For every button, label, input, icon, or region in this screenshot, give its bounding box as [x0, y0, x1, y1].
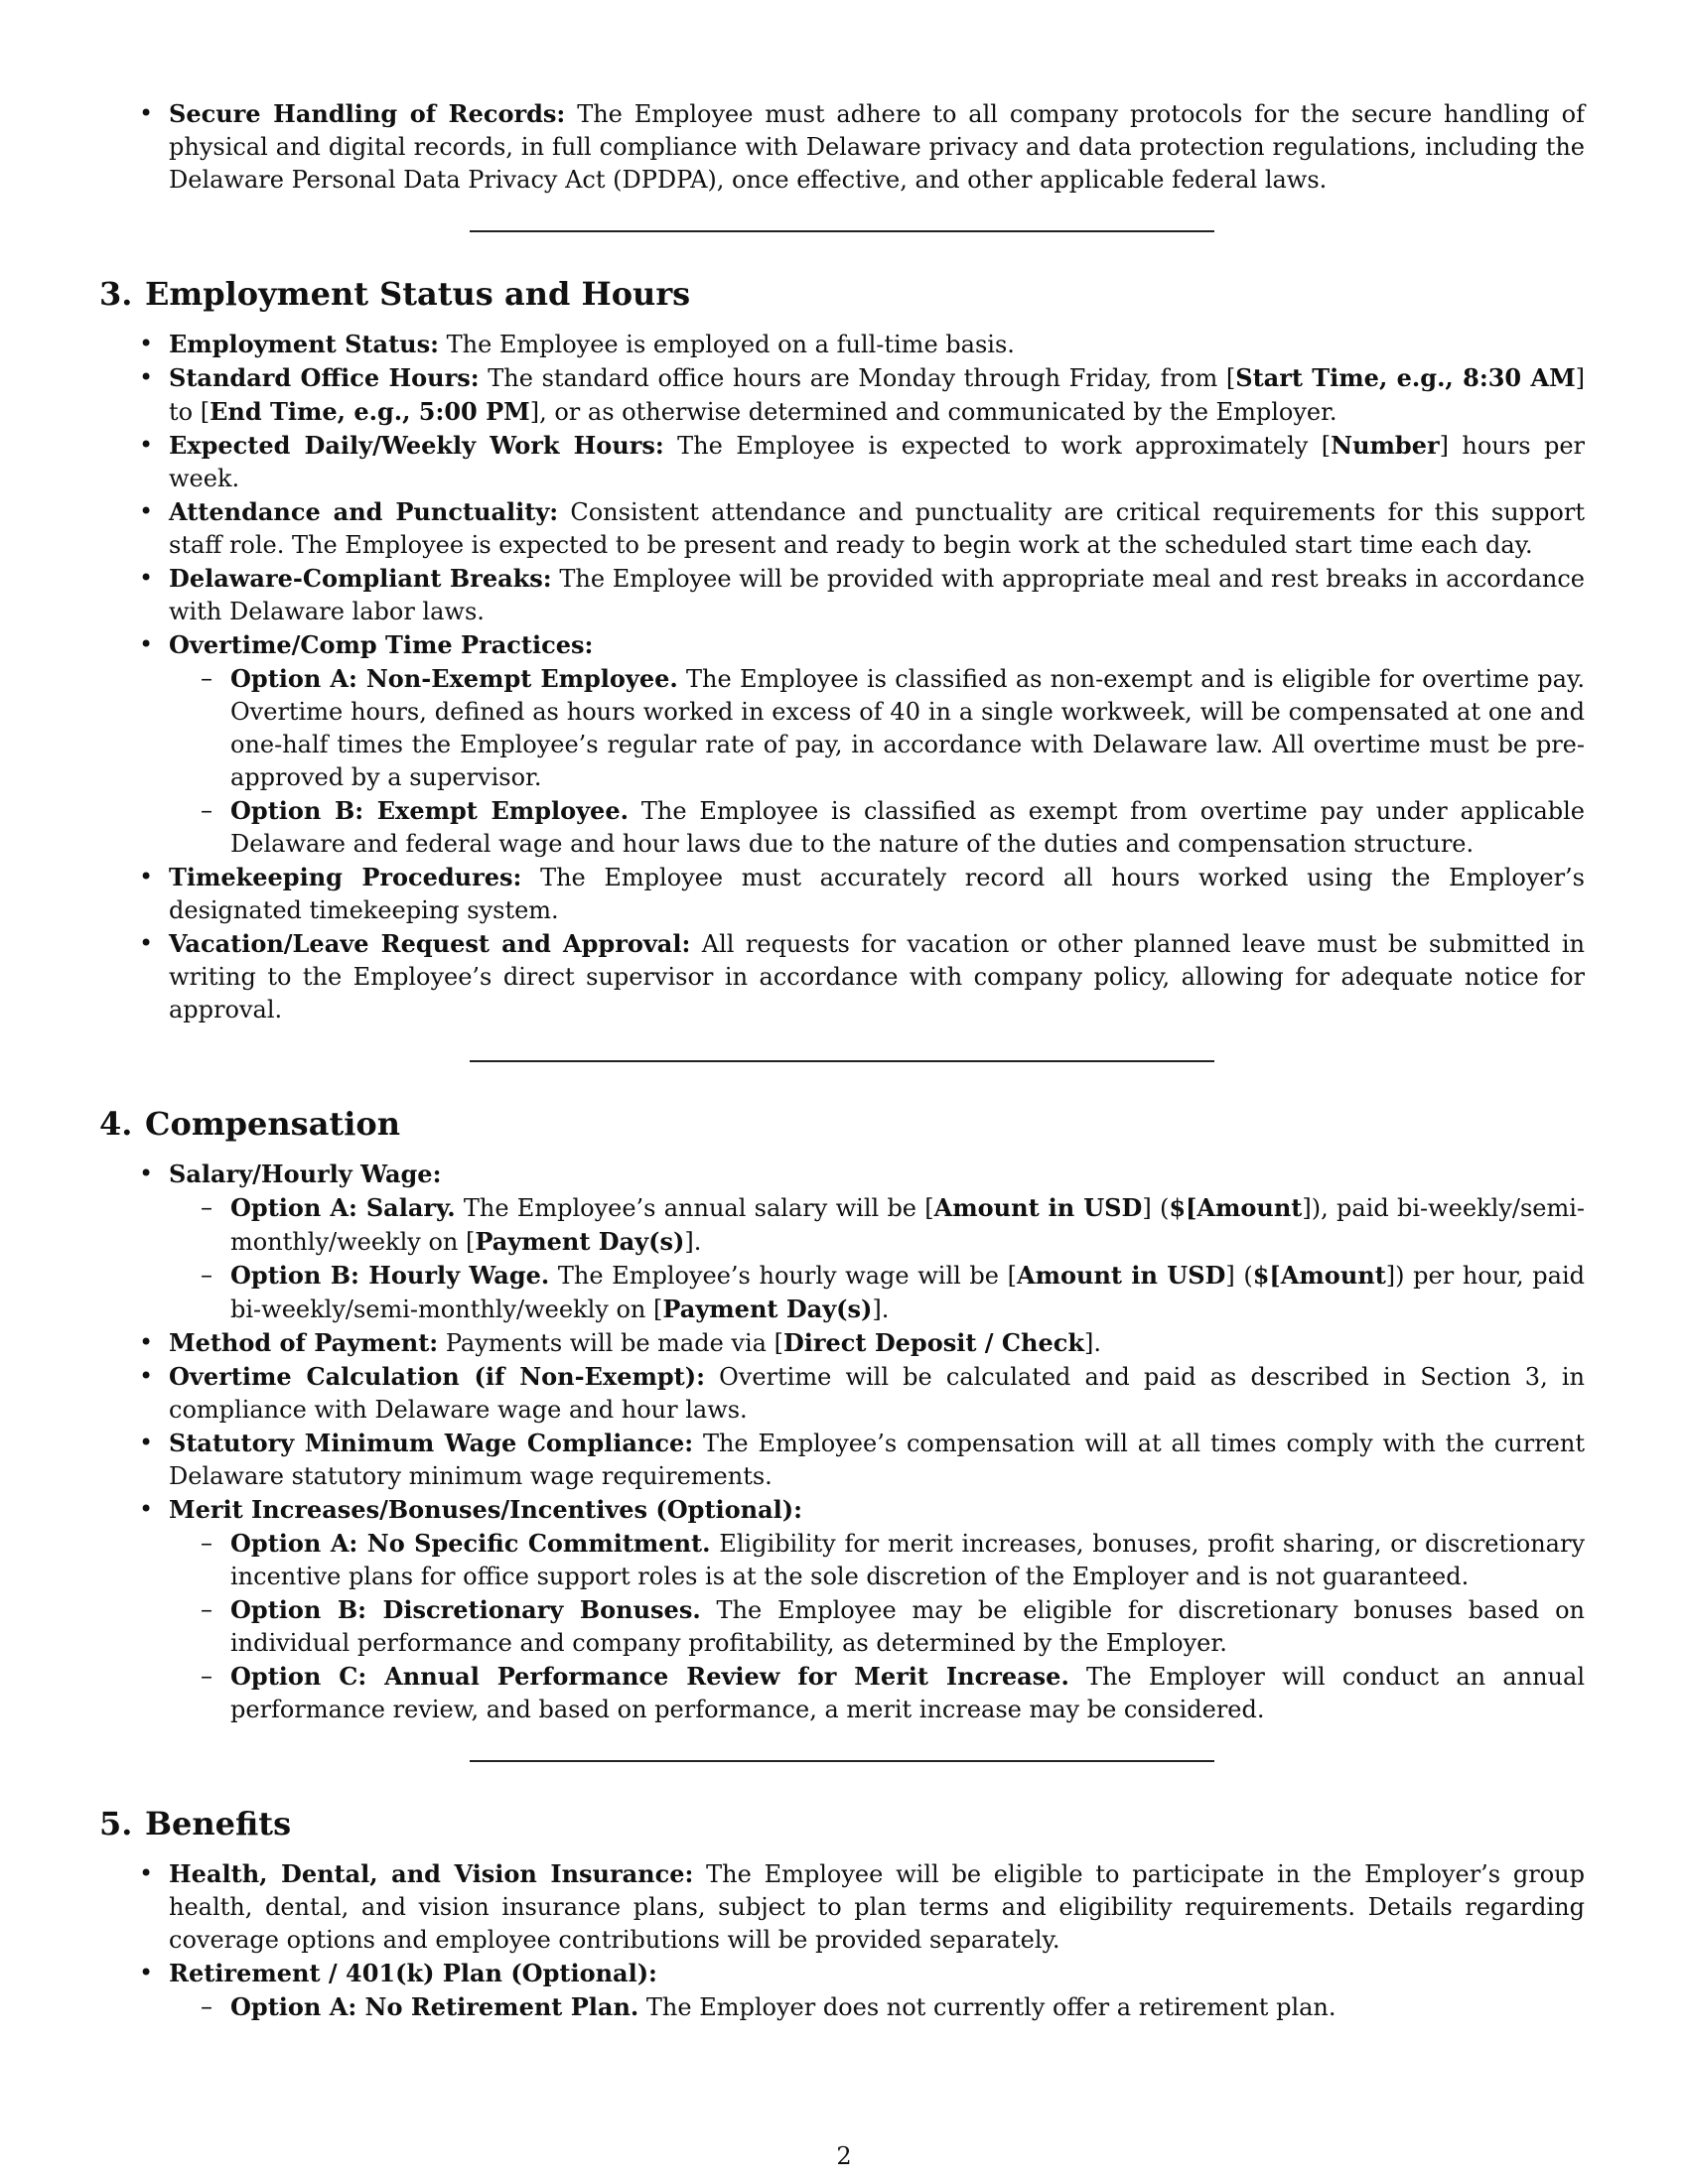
item-text: The Employee is expected to work approximately [: [677, 432, 1332, 460]
list-item: [169, 1360, 1585, 1427]
item-label: Delaware-Compliant Breaks:: [169, 564, 552, 593]
list-item: [169, 1326, 1585, 1360]
item-label: Overtime Calculation (if Non-Exempt):: [169, 1362, 705, 1391]
item-text: The Employee is employed on a full-time basis.: [446, 331, 1015, 358]
list-item: [169, 628, 1585, 861]
section-divider: [470, 230, 1214, 232]
item-label: Timekeeping Procedures:: [169, 863, 522, 891]
placeholder-field: $[Amount: [1252, 1261, 1386, 1290]
item-label: Method of Payment:: [169, 1328, 439, 1357]
item-label: Health, Dental, and Vision Insurance:: [169, 1859, 694, 1888]
item-label: Statutory Minimum Wage Compliance:: [169, 1429, 694, 1457]
placeholder-field: Number: [1331, 431, 1440, 460]
section-number: 4.: [99, 1105, 133, 1143]
section-title: Employment Status and Hours: [145, 275, 691, 313]
sub-item: [230, 1259, 1585, 1326]
sub-item: [230, 1593, 1585, 1660]
option-label: Option B: Discretionary Bonuses.: [230, 1595, 701, 1624]
option-text: The Employee is classified as non-exempt and is eligible for overtime pay. Overtime hours, defined as hours worked in excess of 40 in a single workweek, will be compensated at one and one-half times the Employee’s regular rate of pay, in accordance with Delaware law. All overtime must be pre-approved by a supervisor.: [230, 665, 1585, 791]
option-text: The Employee may be eligible for discretionary bonuses based on individual performance and company profitability, as determined by the Employer.: [230, 1596, 1585, 1657]
item-label: Employment Status:: [169, 330, 439, 358]
item-label: Expected Daily/Weekly Work Hours:: [169, 431, 664, 460]
list-item: [169, 1857, 1585, 1957]
item-text: ], or as otherwise determined and communicated by the Employer.: [529, 398, 1337, 426]
page-number: 2: [836, 2142, 852, 2170]
sub-item: [230, 1191, 1585, 1259]
placeholder-field: Payment Day(s): [475, 1227, 685, 1256]
option-label: Option A: Non-Exempt Employee.: [230, 664, 678, 693]
section-number: 3.: [99, 275, 133, 313]
option-text: The Employee is classified as exempt from overtime pay under applicable Delaware and federal wage and hour laws due to the nature of the duties and compensation structure.: [230, 797, 1585, 858]
item-text: The Employee will be eligible to participate in the Employer’s group health, dental, and vision insurance plans, subject to plan terms and eligibility requirements. Details regarding coverage options and employee contributions will be provided separately.: [169, 1860, 1585, 1954]
merit-options: [169, 1527, 1585, 1726]
section-heading-3: [99, 274, 1585, 314]
item-text: The Employee must accurately record all hours worked using the Employer’s designated timekeeping system.: [169, 864, 1585, 924]
section-heading-4: [99, 1104, 1585, 1144]
list-item: [169, 1427, 1585, 1493]
list-item: [169, 495, 1585, 562]
item-text: ] to [: [169, 364, 1586, 426]
option-text: ]), paid bi-weekly/semi-monthly/weekly on [: [230, 1194, 1586, 1256]
item-text: The Employee’s compensation will at all times comply with the current Delaware statutory minimum wage requirements.: [169, 1430, 1585, 1490]
option-text: ].: [872, 1296, 890, 1323]
option-label: Option A: Salary.: [230, 1193, 456, 1222]
intro-list: [99, 97, 1585, 197]
section-title: Compensation: [145, 1105, 400, 1143]
option-text: The Employee’s hourly wage will be [: [557, 1262, 1017, 1290]
list-item: [169, 328, 1585, 361]
option-text: The Employee’s annual salary will be [: [463, 1194, 934, 1222]
option-text: Eligibility for merit increases, bonuses, profit sharing, or discretionary incentive plans for office support roles is at the sole discretion of the Employer and is not guaranteed.: [230, 1530, 1586, 1590]
list-item: [169, 927, 1585, 1026]
item-text: All requests for vacation or other planned leave must be submitted in writing to the Employee’s direct supervisor in accordance with company policy, allowing for adequate notice for approval.: [169, 930, 1586, 1024]
retirement-options: [169, 1990, 1585, 2024]
option-text: ]) per hour, paid bi-weekly/semi-monthly/weekly on [: [230, 1262, 1585, 1323]
list-item: [169, 1158, 1585, 1326]
item-text: ].: [1083, 1329, 1101, 1357]
section-title: Benefits: [145, 1805, 292, 1843]
section-number: 5.: [99, 1805, 133, 1843]
option-label: Option B: Hourly Wage.: [230, 1261, 550, 1290]
section-5-list: [99, 1857, 1585, 2024]
list-item: [169, 861, 1585, 927]
option-text: The Employer does not currently offer a retirement plan.: [645, 1993, 1336, 2021]
item-label: Secure Handling of Records:: [169, 99, 566, 128]
placeholder-field: Amount in USD: [1017, 1261, 1226, 1290]
item-label: Standard Office Hours:: [169, 363, 480, 392]
list-item: [169, 429, 1585, 495]
placeholder-field: Start Time, e.g., 8:30 AM: [1235, 363, 1576, 392]
list-item: [169, 1493, 1585, 1726]
option-label: Option A: No Retirement Plan.: [230, 1992, 639, 2021]
overtime-options: [169, 662, 1585, 861]
section-heading-5: [99, 1804, 1585, 1843]
wage-options: [169, 1191, 1585, 1326]
option-text: The Employer will conduct an annual performance review, and based on performance, a merit increase may be considered.: [230, 1663, 1585, 1723]
placeholder-field: Direct Deposit / Check: [782, 1328, 1084, 1357]
option-text: ] (: [1142, 1194, 1170, 1222]
placeholder-field: Amount in USD: [933, 1193, 1143, 1222]
placeholder-field: End Time, e.g., 5:00 PM: [210, 397, 530, 426]
placeholder-field: $[Amount: [1169, 1193, 1303, 1222]
sub-item: [230, 794, 1585, 861]
item-text: Payments will be made via [: [445, 1329, 783, 1357]
item-text: Consistent attendance and punctuality are critical requirements for this support staff role. The Employee is expected to be present and ready to begin work at the scheduled start time each day.: [169, 498, 1585, 559]
item-text: Overtime will be calculated and paid as described in Section 3, in compliance with Delaware wage and hour laws.: [169, 1363, 1585, 1424]
option-label: Option C: Annual Performance Review for Merit Increase.: [230, 1662, 1069, 1691]
list-item: [169, 1957, 1585, 2024]
option-label: Option B: Exempt Employee.: [230, 796, 629, 825]
section-divider: [470, 1060, 1214, 1062]
list-item: [169, 361, 1585, 429]
sub-item: [230, 1990, 1585, 2024]
page-content: [99, 97, 1585, 2024]
section-4-list: [99, 1158, 1585, 1726]
item-label: Merit Increases/Bonuses/Incentives (Optional):: [169, 1495, 802, 1524]
sub-item: [230, 1660, 1585, 1726]
sub-item: [230, 662, 1585, 794]
list-item: [169, 97, 1585, 197]
section-divider: [470, 1760, 1214, 1762]
item-label: Vacation/Leave Request and Approval:: [169, 929, 691, 958]
section-3-list: [99, 328, 1585, 1026]
sub-item: [230, 1527, 1585, 1593]
list-item: [169, 562, 1585, 628]
placeholder-field: Payment Day(s): [662, 1295, 873, 1323]
option-text: ] (: [1225, 1262, 1253, 1290]
item-label: Overtime/Comp Time Practices:: [169, 630, 594, 659]
item-text: The Employee will be provided with appropriate meal and rest breaks in accordance with Delaware labor laws.: [169, 565, 1585, 625]
item-label: Retirement / 401(k) Plan (Optional):: [169, 1959, 657, 1987]
item-text: The Employee must adhere to all company protocols for the secure handling of physical and digital records, in full compliance with Delaware privacy and data protection regulations, including the Delaware Personal Data Privacy Act (DPDPA), once effective, and other applicable federal laws.: [169, 100, 1585, 194]
item-label: Attendance and Punctuality:: [169, 497, 559, 526]
item-label: Salary/Hourly Wage:: [169, 1160, 442, 1188]
option-text: ].: [684, 1228, 702, 1256]
option-label: Option A: No Specific Commitment.: [230, 1529, 711, 1558]
item-text: The standard office hours are Monday through Friday, from [: [488, 364, 1236, 392]
item-text: ] hours per week.: [169, 432, 1585, 492]
